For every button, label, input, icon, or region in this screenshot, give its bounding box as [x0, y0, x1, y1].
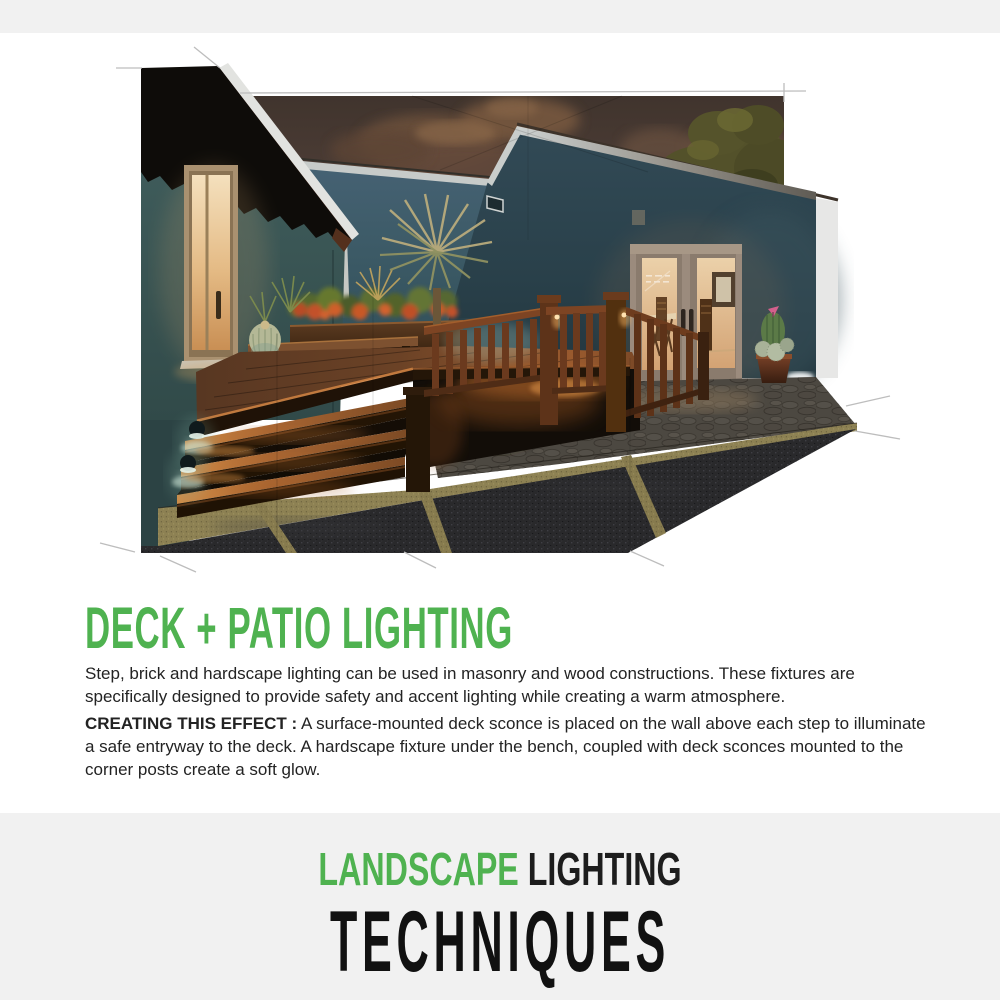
- effect-body: A surface-mounted deck sconce is placed on the wall above each step to illuminate a safe entryway to the deck. A hardscape fixture under the bench, coupled with deck sconces mounted to the corner posts create a soft glow.: [85, 714, 926, 779]
- brand-title: TECHNIQUES: [330, 894, 670, 990]
- section-heading: DECK + PATIO LIGHTING: [85, 596, 513, 661]
- effect-paragraph: [85, 712, 937, 781]
- brand-primary: LANDSCAPE: [318, 843, 519, 895]
- post-sconce: [622, 313, 627, 318]
- brand-secondary: LIGHTING: [527, 843, 682, 895]
- effect-label: CREATING THIS EFFECT :: [85, 714, 298, 733]
- footer-band: [0, 813, 1000, 1000]
- brand-line: [150, 843, 850, 895]
- door-handle: [216, 291, 221, 319]
- post-sconce: [555, 315, 560, 320]
- intro-paragraph: Step, brick and hardscape lighting can be used in masonry and wood constructions. These fixtures are specifically designed to provide safety and accent lighting while creating a warm atmosphere.: [85, 664, 855, 706]
- stair-newel-post: [406, 393, 430, 492]
